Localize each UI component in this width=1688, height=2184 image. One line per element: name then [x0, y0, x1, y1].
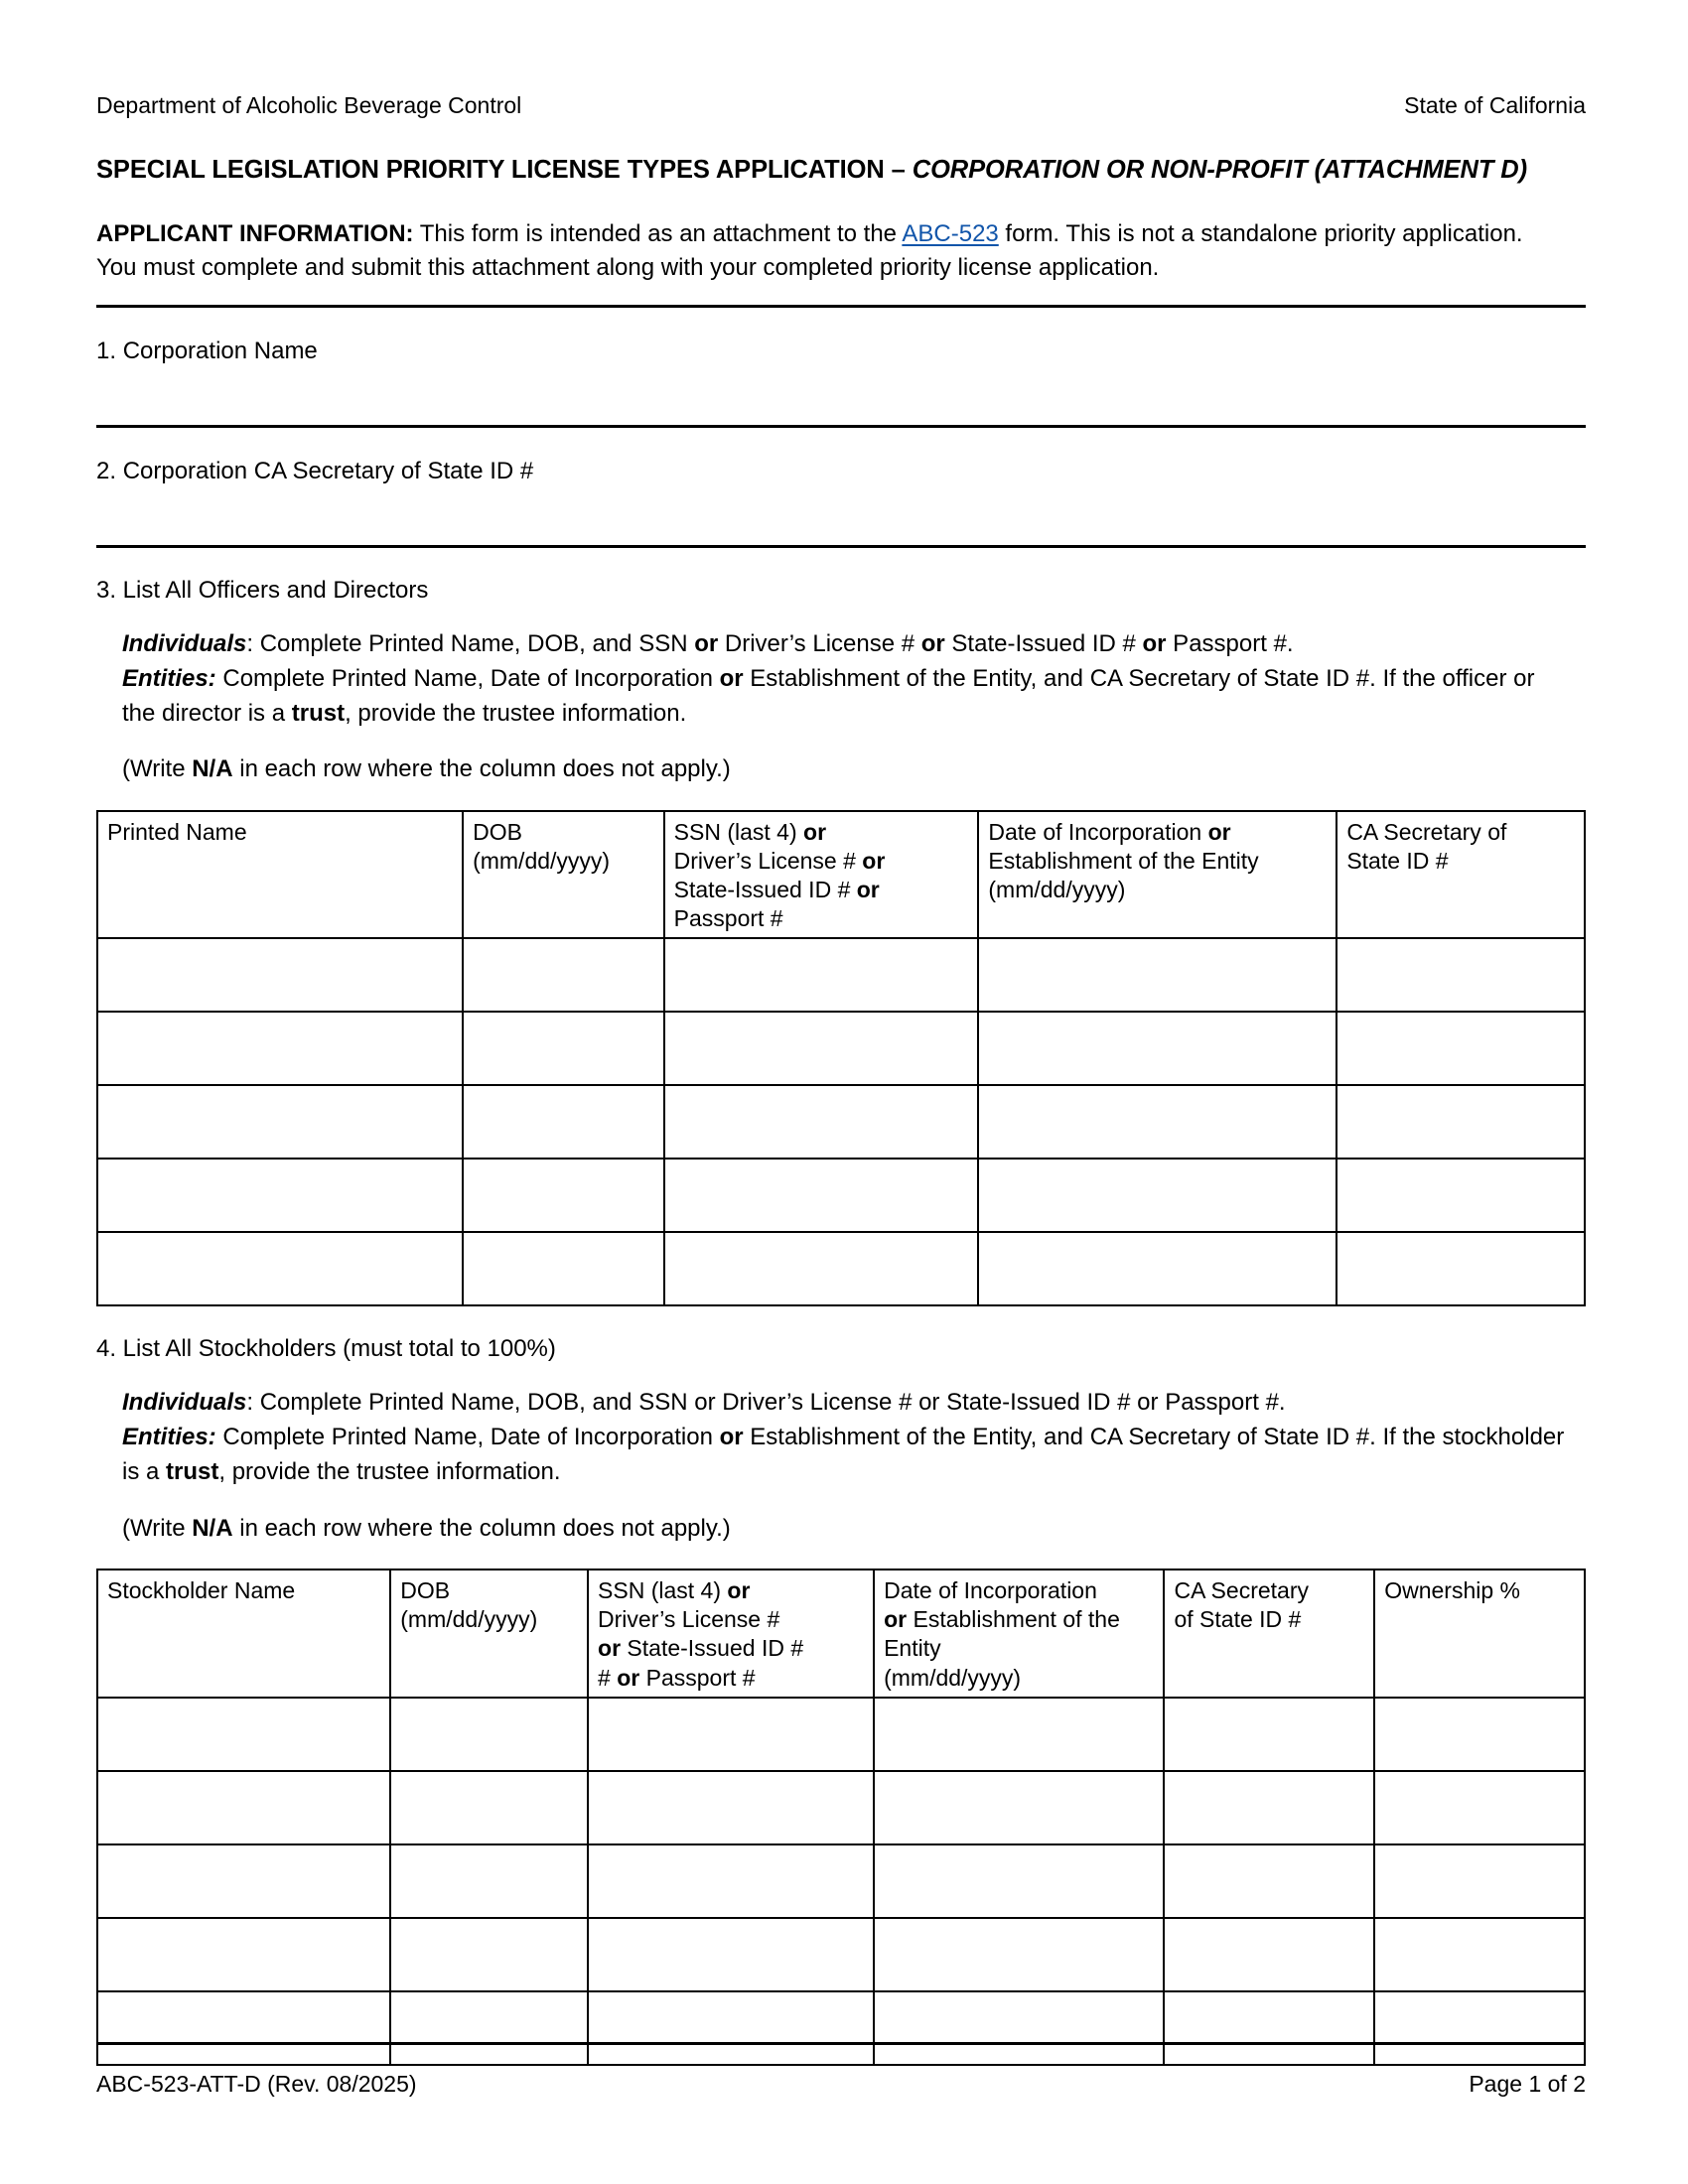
cell-dob[interactable]: [463, 1232, 664, 1305]
doi-l1a: Date of Incorporation: [884, 1576, 1097, 1603]
table-row[interactable]: [97, 1232, 1585, 1305]
cell-dob[interactable]: [463, 938, 664, 1012]
column-header-stockholder-name: Stockholder Name: [97, 1570, 390, 1698]
cell-date-incorporation[interactable]: [978, 1159, 1336, 1232]
section-3-na-note: [122, 753, 1586, 784]
cell-ssn-id[interactable]: [588, 1844, 874, 1918]
cell-ownership-percent[interactable]: [1374, 1844, 1585, 1918]
cell-stockholder-name[interactable]: [97, 1844, 390, 1918]
sos-line-1: CA Secretary of: [1346, 818, 1507, 845]
field-corporation-name[interactable]: [96, 308, 1586, 425]
ssn-l1b: or: [803, 818, 827, 845]
column-header-date-incorporation: [874, 1570, 1164, 1698]
cell-dob[interactable]: [463, 1085, 664, 1159]
form-id: ABC-523-ATT-D (Rev. 08/2025): [96, 2071, 417, 2097]
doi-l1b: or: [1207, 818, 1231, 845]
table-row[interactable]: [97, 1771, 1585, 1844]
individuals-text-3: State-Issued ID #: [944, 630, 1143, 657]
individuals-or-2: or: [920, 630, 945, 657]
entities-text-2: Establishment of the Entity, and CA Secretary of State ID #. If the officer or the director is a: [122, 664, 1535, 727]
section-3-heading: 3. List All Officers and Directors: [96, 577, 429, 604]
entities-text-2: Establishment of the Entity, and CA Secretary of State ID #. If the stockholder is a: [122, 1424, 1565, 1485]
cell-date-incorporation[interactable]: [874, 1698, 1164, 1771]
section-4-na-note: [122, 1513, 1586, 1544]
sos-line-2: of State ID #: [1174, 1606, 1302, 1633]
section-4-heading: 4. List All Stockholders (must total to 100%): [96, 1335, 556, 1363]
column-header-ownership-percent: Ownership %: [1374, 1570, 1585, 1698]
dob-line-2: (mm/dd/yyyy): [473, 847, 611, 874]
cell-ssn-id[interactable]: [664, 1085, 979, 1159]
abc-523-link[interactable]: ABC-523: [902, 220, 999, 248]
individuals-text: : Complete Printed Name, DOB, and SSN or Driver’s License # or State-Issued ID # or Passport #.: [246, 1389, 1286, 1417]
cell-ca-sos-id[interactable]: [1336, 1159, 1585, 1232]
table-row[interactable]: [97, 1844, 1585, 1918]
ssn-l3b: or: [598, 1635, 622, 1662]
page-content: [96, 0, 1586, 2066]
stockholders-table: [96, 1569, 1586, 2066]
document-footer: [96, 2045, 1586, 2099]
entities-or: or: [719, 1424, 744, 1451]
spacer: [96, 285, 1586, 305]
page-number: Page 1 of 2: [1469, 2071, 1586, 2097]
section-officers-directors: [96, 548, 1586, 1306]
column-header-printed-name: Printed Name: [97, 811, 463, 939]
field-2-number: 2.: [96, 458, 117, 485]
table-row[interactable]: [97, 1159, 1585, 1232]
ssn-l4a: Passport #: [673, 905, 783, 932]
cell-dob[interactable]: [463, 1012, 664, 1085]
cell-ca-sos-id[interactable]: [1164, 1698, 1374, 1771]
individuals-or-1: or: [694, 630, 719, 657]
cell-ca-sos-id[interactable]: [1164, 1918, 1374, 1991]
cell-ca-sos-id[interactable]: [1336, 1232, 1585, 1305]
column-header-ssn-id: [664, 811, 979, 939]
applicant-text-before-link: This form is intended as an attachment to the: [413, 220, 903, 248]
cell-date-incorporation[interactable]: [978, 1012, 1336, 1085]
ssn-l2a: Driver’s License #: [598, 1606, 780, 1633]
cell-ownership-percent[interactable]: [1374, 1698, 1585, 1771]
document-footer-area: [96, 2042, 1586, 2099]
cell-dob[interactable]: [463, 1159, 664, 1232]
ssn-l1a: SSN (last 4): [673, 818, 804, 845]
table-row[interactable]: [97, 1918, 1585, 1991]
ssn-l1b: or: [727, 1576, 751, 1603]
entities-label: Entities:: [122, 1424, 216, 1451]
cell-ownership-percent[interactable]: [1374, 1771, 1585, 1844]
table-row[interactable]: [97, 1012, 1585, 1085]
ssn-l3a: State-Issued ID #: [673, 876, 857, 902]
na-note-bold: N/A: [192, 1514, 233, 1542]
cell-dob[interactable]: [390, 1844, 588, 1918]
individuals-text-4: Passport #.: [1166, 630, 1294, 657]
column-header-dob: [390, 1570, 588, 1698]
document-header: [96, 0, 1586, 120]
ssn-or-4: or: [617, 1664, 640, 1691]
individuals-text-2: Driver’s License #: [718, 630, 921, 657]
cell-printed-name[interactable]: [97, 938, 463, 1012]
title-main: SPECIAL LEGISLATION PRIORITY LICENSE TYPES APPLICATION –: [96, 155, 913, 184]
column-header-dob: [463, 811, 664, 939]
state-name: State of California: [1404, 92, 1586, 118]
dob-line-2: (mm/dd/yyyy): [400, 1606, 538, 1633]
field-1-label: Corporation Name: [122, 338, 318, 365]
cell-ssn-id[interactable]: [588, 1771, 874, 1844]
entities-label: Entities:: [122, 664, 216, 692]
cell-ssn-id[interactable]: [588, 1918, 874, 1991]
doi-l2a: Establishment of the Entity: [884, 1606, 1120, 1662]
entities-text-1: Complete Printed Name, Date of Incorporation: [215, 664, 720, 692]
ssn-l4a: Passport #: [639, 1664, 756, 1691]
cell-dob[interactable]: [390, 1918, 588, 1991]
ssn-l2a: Driver’s License #: [673, 847, 863, 874]
sos-line-1: CA Secretary: [1174, 1576, 1309, 1603]
cell-stockholder-name[interactable]: [97, 1698, 390, 1771]
cell-dob[interactable]: [390, 1698, 588, 1771]
officers-directors-table: [96, 810, 1586, 1307]
entities-trust: trust: [166, 1457, 219, 1485]
cell-printed-name[interactable]: [97, 1085, 463, 1159]
ssn-l2b: or: [862, 847, 886, 874]
individuals-text-1: : Complete Printed Name, DOB, and SSN: [246, 630, 695, 657]
cell-date-incorporation[interactable]: [874, 1918, 1164, 1991]
doi-l3a: (mm/dd/yyyy): [988, 876, 1126, 902]
na-note-before: (Write: [122, 1514, 193, 1542]
cell-stockholder-name[interactable]: [97, 1771, 390, 1844]
cell-date-incorporation[interactable]: [978, 1085, 1336, 1159]
cell-printed-name[interactable]: [97, 1159, 463, 1232]
page-title: [96, 154, 1586, 188]
ssn-hash: #: [598, 1664, 618, 1691]
cell-ssn-id[interactable]: [588, 1698, 874, 1771]
doi-l1b: or: [884, 1606, 908, 1633]
cell-ssn-id[interactable]: [664, 1232, 979, 1305]
cell-ssn-id[interactable]: [664, 938, 979, 1012]
doi-l3a: (mm/dd/yyyy): [884, 1664, 1022, 1691]
table-header-row: [97, 811, 1585, 939]
section-3-instructions: [122, 627, 1572, 731]
na-note-after: in each row where the column does not apply.): [232, 1514, 731, 1542]
entities-trust: trust: [291, 699, 346, 727]
individuals-label: Individuals: [122, 630, 247, 657]
section-stockholders: [96, 1306, 1586, 2065]
column-header-ssn-id: [588, 1570, 874, 1698]
section-4-instructions: [122, 1386, 1572, 1489]
na-note-before: (Write: [122, 755, 193, 783]
cell-ca-sos-id[interactable]: [1164, 1771, 1374, 1844]
table-row[interactable]: [97, 1085, 1585, 1159]
entities-text-1: Complete Printed Name, Date of Incorporation: [215, 1424, 720, 1451]
entities-or: or: [719, 664, 744, 692]
dob-line-1: DOB: [473, 818, 522, 845]
table-row[interactable]: [97, 1698, 1585, 1771]
table-header-row: [97, 1570, 1585, 1698]
cell-printed-name[interactable]: [97, 1232, 463, 1305]
column-header-date-incorporation: [978, 811, 1336, 939]
na-note-after: in each row where the column does not apply.): [232, 755, 731, 783]
field-1-number: 1.: [96, 338, 117, 365]
field-2-label: Corporation CA Secretary of State ID #: [122, 458, 534, 485]
cell-printed-name[interactable]: [97, 1012, 463, 1085]
ssn-l3a: State-Issued ID #: [621, 1635, 804, 1662]
entities-text-3: , provide the trustee information.: [345, 699, 687, 727]
cell-date-incorporation[interactable]: [978, 938, 1336, 1012]
cell-ssn-id[interactable]: [664, 1159, 979, 1232]
entities-text-3: , provide the trustee information.: [218, 1457, 561, 1485]
doi-l2a: Establishment of the Entity: [988, 847, 1259, 874]
ssn-l3b: or: [856, 876, 880, 902]
table-row[interactable]: [97, 938, 1585, 1012]
ssn-l1a: SSN (last 4): [598, 1576, 728, 1603]
cell-ca-sos-id[interactable]: [1164, 1844, 1374, 1918]
cell-date-incorporation[interactable]: [874, 1771, 1164, 1844]
cell-date-incorporation[interactable]: [874, 1844, 1164, 1918]
department-name: Department of Alcoholic Beverage Control: [96, 92, 522, 118]
doi-l1a: Date of Incorporation: [988, 818, 1208, 845]
cell-dob[interactable]: [390, 1771, 588, 1844]
cell-ownership-percent[interactable]: [1374, 1918, 1585, 1991]
na-note-bold: N/A: [192, 755, 233, 783]
dob-line-1: DOB: [400, 1576, 451, 1603]
title-italic: CORPORATION OR NON-PROFIT (ATTACHMENT D): [912, 155, 1528, 184]
sos-line-2: State ID #: [1346, 847, 1449, 874]
applicant-information: [96, 217, 1561, 285]
cell-ca-sos-id[interactable]: [1336, 938, 1585, 1012]
cell-ssn-id[interactable]: [664, 1012, 979, 1085]
field-corporation-ca-sos-id[interactable]: [96, 428, 1586, 545]
individuals-or-3: or: [1142, 630, 1167, 657]
column-header-ca-sos-id: [1164, 1570, 1374, 1698]
cell-stockholder-name[interactable]: [97, 1918, 390, 1991]
cell-date-incorporation[interactable]: [978, 1232, 1336, 1305]
column-header-ca-sos-id: [1336, 811, 1585, 939]
individuals-label: Individuals: [122, 1389, 247, 1417]
applicant-text-after-link: form. This is not a standalone priority application. You must complete and submit this attachment along with your completed priority license application.: [96, 220, 1523, 282]
cell-ca-sos-id[interactable]: [1336, 1085, 1585, 1159]
cell-ca-sos-id[interactable]: [1336, 1012, 1585, 1085]
applicant-information-label: APPLICANT INFORMATION:: [96, 220, 414, 248]
